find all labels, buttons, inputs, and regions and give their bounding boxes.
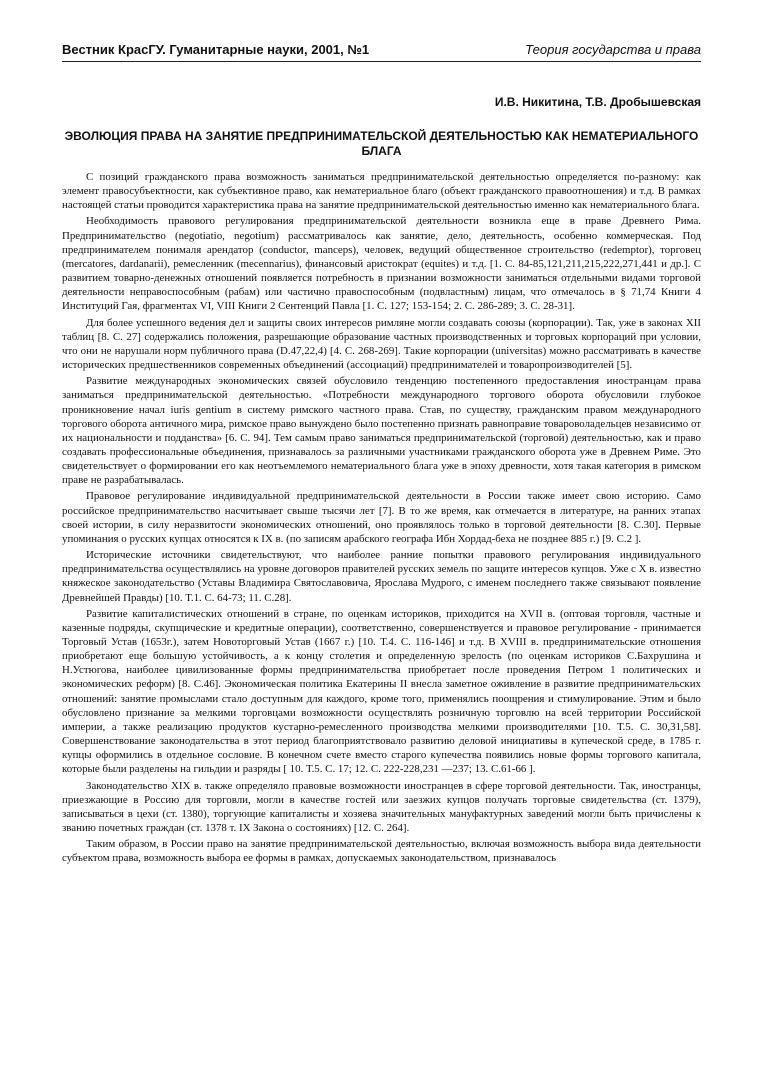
section-title: Теория государства и права <box>525 42 701 57</box>
authors: И.В. Никитина, Т.В. Дробышевская <box>494 95 701 109</box>
paragraph: Развитие международных экономических связей обусловило тенденцию постепенного предоставления иностранцам права заниматься предпринимательской деятельностью. «Потребности международного торгового оборота обусловили глубокое проникновение начал iuris gentium в систему римского частного права. Став, по существу, гражданским правом международного торгового оборота античного мира, римское право вынуждено было постепенно признать равноправие товароволадельцев независимо от их национальности и подданства» [6. С. 94]. Тем самым право заниматься предпринимательской (торговой) деятельностью, как и право создавать профессиональные объединения, признавалось за различными участниками гражданского оборота уже в Древнем Риме. Это свидетельствует о формировании его как неотъемлемого нематериального блага уже в эпоху древности, хотя такая категория в римском праве не разрабатывалась. <box>62 375 701 487</box>
paragraph: Развитие капиталистических отношений в стране, по оценкам историков, приходится на XVII в. (оптовая торговля, частные и казенные подряды, скупщические и кредитные операции), соответственно, совершенствуется и правовое регулирование - принимается Торговый Устав (1653г.), затем Новоторговый Устав (1667 г.) [10. Т.4. С. 116-146] и т.д. В XVIII в. предпринимательские отношения приобретают еще большую устойчивость, а к концу столетия и определенную зрелость (по оценкам историков С.Бахрушина и Н.Устюгова, наиболее цивилизованные формы предпринимательства приобретает после проведения Петром 1 политических и экономических реформ) [8. С.46]. Экономическая политика Екатерины II внесла заметное оживление в развитие предпринимательских отношений: занятие промыслами стало доступным для каждого, кроме того, применялись поощрения и стимулирование. Этим и было обусловлено признание за мелкими торговцами возможности осуществлять розничную торговлю на всей территории Российской империи, а также реализацию продуктов кустарно-ремесленного производства мелкими производителями [10. Т.5. С. 30,31,58]. Совершенствование законодательства в этот период благоприятствовало развитию деловой инициативы в купеческой среде, в 1785 г. купцы оформились в отдельное сословие. В конечном счете вместо старого купечества появились новые формы торгового капитала, которые были разделены на гильдии и разряды [ 10. Т.5. С. 17; 12. С. 222-228,231 —237; 13. С.61-66 ]. <box>62 607 701 776</box>
paragraph: Необходимость правового регулирования предпринимательской деятельности возникла еще в праве Древнего Рима. Предпринимательство (negotiatio, negotium) рассматривалось как занятие, дело, деятельность, особенно коммерческая. Под предпринимателем понималя арендатор (conductor, manceps), человек, ведущий общественное строительство (redemptor), торговец (mercatores, dardanarii), ремесленник (mecennarius), финансовый аристократ (equites) и т.д. [1. С. 84-85,121,211,215,222,271,441 и др.]. С развитием товарно-денежных отношений появляется потребность в признании возможности заниматься отдельными видами торговой деятельности неправоспособным (рабам) или частично правоспособным (подвластным) лицам, что отмечалось в § 71,74 Книги 4 Институций Гая, фрагментах VI, VIII Книги 2 Сентенций Павла [1. С. 127; 153-154; 2. С. 286-289; 3. С. 28-31]. <box>62 215 701 313</box>
paragraph: С позиций гражданского права возможность заниматься предпринимательской деятельностью определяется по-разному: как элемент правосубъектности, как субъективное право, как нематериальное благо (объект гражданского правоотношения) и т.д. В рамках настоящей статьи проводится характеристика права на занятие предпринимательской деятельностью именно как нематериального блага. <box>62 171 701 212</box>
article-title: ЭВОЛЮЦИЯ ПРАВА НА ЗАНЯТИЕ ПРЕДПРИНИМАТЕЛЬСКОЙ ДЕЯТЕЛЬНОСТЬЮ КАК НЕМАТЕРИАЛЬНОГО БЛАГА <box>64 129 699 158</box>
paragraph: Таким образом, в России право на занятие предпринимательской деятельностью, включая возможность выбора вида деятельности субъектом права, возможность выбора ее формы в рамках, допускаемых законодательством, признавалось <box>62 838 701 865</box>
paragraph: Правовое регулирование индивидуальной предпринимательской деятельности в России также имеет свою историю. Само российское предпринимательство насчитывает свыше тысячи лет [7]. В то же время, как отмечается в литературе, на ранних этапах своей истории, в силу неразвитости экономических отношений, оно проявлялось только в торговой деятельности [8. С.30]. Первые упоминания о русских купцах относятся к IX в. (по записям арабского географа Ибн Хордад-беха не позднее 885 г.) [9. С.2 ]. <box>62 490 701 545</box>
paragraph: Для более успешного ведения дел и защиты своих интересов римляне могли создавать союзы (корпорации). Так, уже в законах XII таблиц [8. С. 27] содержались положения, разрешающие образование частных производственных и торговых корпораций при условии, что они не нарушали норм публичного права (D.47,22,4) [4. С. 268-269]. Такие корпорации (universitas) можно рассматривать в качестве исторических предшественников современных объединений (ассоциаций) предпринимателей и товаропроизводителей [5]. <box>62 316 701 372</box>
paragraph: Законодательство XIX в. также определяло правовые возможности иностранцев в сфере торговой деятельности. Так, иностранцы, приезжающие в Россию для торговли, могли в качестве гостей или заезжих купцов получать торговые свидетельства (ст. 1379), записываться в цехи (ст. 1380), торгующие капиталисты и хозяева значительных мануфактурных заведений могли быть причислены к званию почетных граждан (ст. 1378 т. IX Закона о состояниях) [12. С. 264]. <box>62 779 701 835</box>
journal-title: Вестник КрасГУ. Гуманитарные науки, 2001, №1 <box>62 42 370 57</box>
running-header <box>62 42 701 62</box>
paragraph: Исторические источники свидетельствуют, что наиболее ранние попытки правового регулирования индивидуального предпринимательства осуществлялись на уровне договоров правителей русских земель по защите интересов купцов. Уже с X в. известно княжеское законодательство (Уставы Владимира Святославовича, Ярослава Мудрого, с именем последнего также связывают появление Древнейшей Правды) [10. Т.1. С. 64-73; 11. С.28]. <box>62 549 701 604</box>
article-body <box>62 170 701 868</box>
